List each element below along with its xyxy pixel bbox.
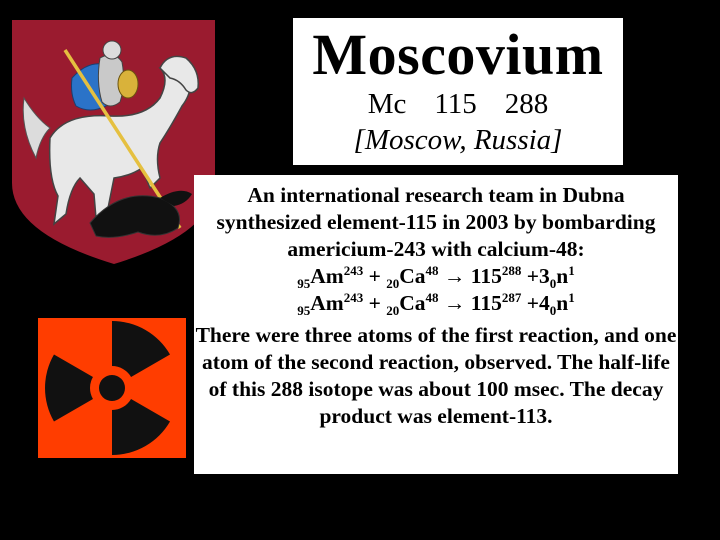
mass-sup: 243 xyxy=(343,290,364,305)
element-name: Moscovium xyxy=(312,22,604,87)
arrow: → xyxy=(443,291,466,315)
mass-sup: 1 xyxy=(568,290,575,305)
reactant-symbol: Ca xyxy=(399,264,426,288)
neutron-symbol: n xyxy=(556,291,569,315)
reactant-symbol: Am xyxy=(310,264,344,288)
description-card xyxy=(194,175,678,474)
atomic-number-sub: 20 xyxy=(386,276,400,291)
product-symbol: 115 xyxy=(470,291,502,315)
observation-paragraph: There were three atoms of the first reaction, and one atom of the second reaction, observed. The half-life of this 288 isotope was about 100 msec. The decay product was element-113. xyxy=(195,323,677,428)
atomic-number-sub: 0 xyxy=(549,303,557,318)
element-title-card xyxy=(293,18,623,165)
element-symbol-row xyxy=(293,90,623,119)
atomic-number-sub: 95 xyxy=(297,276,311,291)
mass-sup: 48 xyxy=(425,263,439,278)
element-origin: [Moscow, Russia] xyxy=(353,124,563,156)
mass-sup: 1 xyxy=(568,263,575,278)
moscow-coat-of-arms-icon xyxy=(10,18,217,266)
product-symbol: 115 xyxy=(470,264,502,288)
reaction-equation-2 xyxy=(194,290,678,317)
plus-sign: + xyxy=(368,264,381,288)
neutron-symbol: n xyxy=(556,264,569,288)
mass-sup: 288 xyxy=(501,263,522,278)
reactant-symbol: Am xyxy=(310,291,344,315)
mass-sup: 287 xyxy=(501,290,522,305)
neutron-count: +4 xyxy=(526,291,550,315)
mass-sup: 243 xyxy=(343,263,364,278)
intro-paragraph: An international research team in Dubna synthesized element-115 in 2003 by bombarding americium-243 with calcium-48: xyxy=(216,183,656,261)
plus-sign: + xyxy=(368,291,381,315)
atomic-number-sub: 95 xyxy=(297,303,311,318)
atomic-number-sub: 0 xyxy=(549,276,557,291)
arrow: → xyxy=(443,264,466,288)
atomic-number: 115 xyxy=(434,88,477,120)
element-symbol: Mc xyxy=(367,88,407,120)
neutron-count: +3 xyxy=(526,264,550,288)
reactant-symbol: Ca xyxy=(399,291,426,315)
reaction-equation-1 xyxy=(194,263,678,290)
radiation-trefoil-icon xyxy=(38,318,186,458)
mass-sup: 48 xyxy=(425,290,439,305)
atomic-number-sub: 20 xyxy=(386,303,400,318)
mass-number: 288 xyxy=(504,88,549,120)
